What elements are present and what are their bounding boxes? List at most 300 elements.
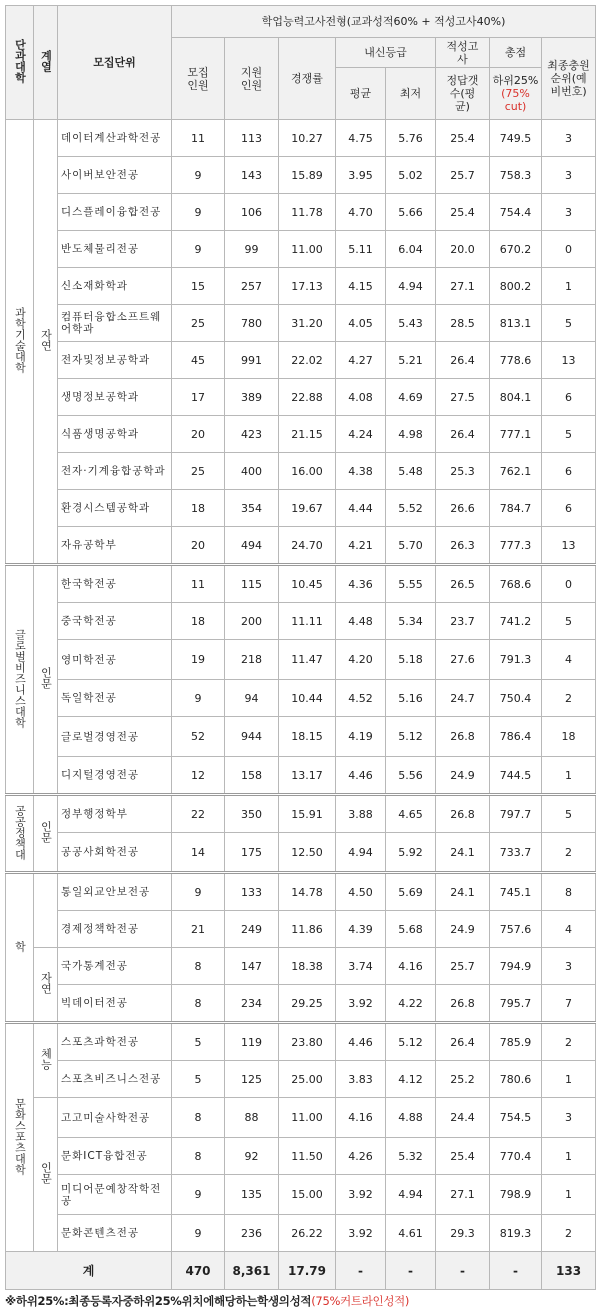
aptitude-cell: 24.9 [436, 911, 490, 948]
quota-cell: 12 [172, 757, 225, 795]
quota-cell: 25 [172, 453, 225, 490]
grade-avg-cell: 4.46 [336, 1023, 386, 1061]
ratio-cell: 15.00 [279, 1175, 336, 1215]
grade-avg-cell: 4.36 [336, 565, 386, 603]
table-row [6, 795, 596, 833]
grade-min-cell: 5.12 [386, 717, 436, 757]
total-grade-avg: - [336, 1252, 386, 1290]
unit-name: 반도체물리전공 [58, 231, 172, 268]
quota-cell: 9 [172, 194, 225, 231]
unit-name: 글로벌경영전공 [58, 717, 172, 757]
ratio-cell: 11.86 [279, 911, 336, 948]
aptitude-cell: 25.4 [436, 1138, 490, 1175]
applicants-cell: 200 [225, 603, 279, 640]
applicants-cell: 218 [225, 640, 279, 680]
score-cell: 757.6 [490, 911, 542, 948]
grade-min-cell: 4.65 [386, 795, 436, 833]
header-unit: 모집단위 [58, 6, 172, 120]
score-cell: 786.4 [490, 717, 542, 757]
grade-avg-cell: 4.08 [336, 379, 386, 416]
final-rank-cell: 3 [542, 948, 596, 985]
applicants-cell: 133 [225, 873, 279, 911]
final-rank-cell: 5 [542, 603, 596, 640]
aptitude-cell: 28.5 [436, 305, 490, 342]
final-rank-cell: 2 [542, 1023, 596, 1061]
grade-min-cell: 5.16 [386, 680, 436, 717]
unit-name: 영미학전공 [58, 640, 172, 680]
grade-avg-cell: 4.15 [336, 268, 386, 305]
quota-cell: 14 [172, 833, 225, 873]
score-cell: 813.1 [490, 305, 542, 342]
header-applicants: 지원인원 [225, 38, 279, 120]
grade-avg-cell: 4.19 [336, 717, 386, 757]
score-cell: 670.2 [490, 231, 542, 268]
grade-min-cell: 5.43 [386, 305, 436, 342]
table-row [6, 603, 596, 640]
ratio-cell: 18.15 [279, 717, 336, 757]
grade-min-cell: 5.68 [386, 911, 436, 948]
unit-name: 스포츠비즈니스전공 [58, 1061, 172, 1098]
table-row [6, 453, 596, 490]
unit-name: 문화콘텐츠전공 [58, 1215, 172, 1252]
table-row [6, 717, 596, 757]
score-cell: 800.2 [490, 268, 542, 305]
ratio-cell: 29.25 [279, 985, 336, 1023]
header-aptitude-group: 적성고사 [436, 38, 490, 68]
unit-name: 컴퓨터융합소프트웨어학과 [58, 305, 172, 342]
applicants-cell: 92 [225, 1138, 279, 1175]
grade-avg-cell: 3.92 [336, 985, 386, 1023]
unit-name: 디스플레이융합전공 [58, 194, 172, 231]
grade-min-cell: 5.70 [386, 527, 436, 565]
grade-avg-cell: 4.50 [336, 873, 386, 911]
score-cell: 745.1 [490, 873, 542, 911]
unit-name: 중국학전공 [58, 603, 172, 640]
ratio-cell: 12.50 [279, 833, 336, 873]
applicants-cell: 175 [225, 833, 279, 873]
header-quota: 모집인원 [172, 38, 225, 120]
aptitude-cell: 25.7 [436, 157, 490, 194]
applicants-cell: 389 [225, 379, 279, 416]
grade-avg-cell: 4.44 [336, 490, 386, 527]
grade-avg-cell: 5.11 [336, 231, 386, 268]
grade-avg-cell: 4.16 [336, 1098, 386, 1138]
aptitude-cell: 27.1 [436, 1175, 490, 1215]
college-cell: 과학기술대학 [6, 120, 34, 565]
applicants-cell: 106 [225, 194, 279, 231]
score-cell: 797.7 [490, 795, 542, 833]
unit-name: 전자및정보공학과 [58, 342, 172, 379]
ratio-cell: 18.38 [279, 948, 336, 985]
aptitude-cell: 27.5 [436, 379, 490, 416]
quota-cell: 9 [172, 231, 225, 268]
table-row [6, 1098, 596, 1138]
aptitude-cell: 27.6 [436, 640, 490, 680]
grade-min-cell: 5.12 [386, 1023, 436, 1061]
applicants-cell: 143 [225, 157, 279, 194]
quota-cell: 45 [172, 342, 225, 379]
score-cell: 784.7 [490, 490, 542, 527]
final-rank-cell: 13 [542, 527, 596, 565]
grade-min-cell: 5.32 [386, 1138, 436, 1175]
header-final-rank: 최종충원순위(예비번호) [542, 38, 596, 120]
table-row [6, 833, 596, 873]
aptitude-cell: 26.8 [436, 795, 490, 833]
ratio-cell: 11.47 [279, 640, 336, 680]
aptitude-cell: 25.4 [436, 120, 490, 157]
applicants-cell: 257 [225, 268, 279, 305]
ratio-cell: 26.22 [279, 1215, 336, 1252]
aptitude-cell: 26.8 [436, 985, 490, 1023]
quota-cell: 8 [172, 948, 225, 985]
grade-min-cell: 5.92 [386, 833, 436, 873]
unit-name: 스포츠과학전공 [58, 1023, 172, 1061]
applicants-cell: 944 [225, 717, 279, 757]
score-cell: 750.4 [490, 680, 542, 717]
ratio-cell: 15.89 [279, 157, 336, 194]
final-rank-cell: 6 [542, 379, 596, 416]
grade-avg-cell: 4.48 [336, 603, 386, 640]
header-exam-group: 학업능력고사전형(교과성적60% + 적성고사40%) [172, 6, 596, 38]
grade-min-cell: 5.34 [386, 603, 436, 640]
aptitude-cell: 25.7 [436, 948, 490, 985]
quota-cell: 9 [172, 1215, 225, 1252]
ratio-cell: 11.50 [279, 1138, 336, 1175]
grade-avg-cell: 3.92 [336, 1215, 386, 1252]
quota-cell: 17 [172, 379, 225, 416]
aptitude-cell: 24.1 [436, 833, 490, 873]
aptitude-cell: 25.3 [436, 453, 490, 490]
grade-min-cell: 4.22 [386, 985, 436, 1023]
table-row [6, 985, 596, 1023]
ratio-cell: 11.00 [279, 1098, 336, 1138]
grade-min-cell: 6.04 [386, 231, 436, 268]
track-cell: 자연 [34, 948, 58, 1023]
score-cell: 762.1 [490, 453, 542, 490]
ratio-cell: 10.27 [279, 120, 336, 157]
ratio-cell: 11.78 [279, 194, 336, 231]
applicants-cell: 991 [225, 342, 279, 379]
applicants-cell: 236 [225, 1215, 279, 1252]
table-row [6, 873, 596, 911]
grade-avg-cell: 4.26 [336, 1138, 386, 1175]
unit-name: 고고미술사학전공 [58, 1098, 172, 1138]
ratio-cell: 13.17 [279, 757, 336, 795]
final-rank-cell: 1 [542, 268, 596, 305]
unit-name: 경제정책학전공 [58, 911, 172, 948]
unit-name: 공공사회학전공 [58, 833, 172, 873]
unit-name: 데이터계산과학전공 [58, 120, 172, 157]
grade-avg-cell: 4.70 [336, 194, 386, 231]
table-row [6, 1023, 596, 1061]
table-footer [6, 1252, 596, 1290]
quota-cell: 9 [172, 873, 225, 911]
unit-name: 전자·기계융합공학과 [58, 453, 172, 490]
grade-min-cell: 5.18 [386, 640, 436, 680]
final-rank-cell: 2 [542, 680, 596, 717]
quota-cell: 8 [172, 985, 225, 1023]
footnote-cutline: (75%커트라인성적) [311, 1294, 410, 1308]
grade-min-cell: 4.88 [386, 1098, 436, 1138]
final-rank-cell: 5 [542, 795, 596, 833]
quota-cell: 18 [172, 603, 225, 640]
ratio-cell: 19.67 [279, 490, 336, 527]
table-row [6, 194, 596, 231]
final-rank-cell: 2 [542, 1215, 596, 1252]
score-cell: 819.3 [490, 1215, 542, 1252]
unit-name: 문화ICT융합전공 [58, 1138, 172, 1175]
applicants-cell: 780 [225, 305, 279, 342]
aptitude-cell: 24.4 [436, 1098, 490, 1138]
table-row [6, 948, 596, 985]
grade-min-cell: 5.52 [386, 490, 436, 527]
ratio-cell: 11.00 [279, 231, 336, 268]
aptitude-cell: 26.4 [436, 342, 490, 379]
aptitude-cell: 23.7 [436, 603, 490, 640]
score-cell: 749.5 [490, 120, 542, 157]
admission-results-document [5, 5, 595, 1309]
table-row [6, 157, 596, 194]
aptitude-cell: 27.1 [436, 268, 490, 305]
ratio-cell: 24.70 [279, 527, 336, 565]
final-rank-cell: 2 [542, 833, 596, 873]
score-cell: 791.3 [490, 640, 542, 680]
applicants-cell: 88 [225, 1098, 279, 1138]
final-rank-cell: 7 [542, 985, 596, 1023]
header-grade-avg: 평균 [336, 68, 386, 120]
unit-name: 한국학전공 [58, 565, 172, 603]
aptitude-cell: 26.3 [436, 527, 490, 565]
track-cell: 인문 [34, 795, 58, 873]
grade-min-cell: 4.12 [386, 1061, 436, 1098]
unit-name: 정부행정학부 [58, 795, 172, 833]
grade-min-cell: 5.69 [386, 873, 436, 911]
table-row [6, 640, 596, 680]
ratio-cell: 15.91 [279, 795, 336, 833]
applicants-cell: 125 [225, 1061, 279, 1098]
quota-cell: 19 [172, 640, 225, 680]
applicants-cell: 249 [225, 911, 279, 948]
track-cell: 인문 [34, 565, 58, 795]
total-grade-min: - [386, 1252, 436, 1290]
grade-avg-cell: 3.83 [336, 1061, 386, 1098]
grade-avg-cell: 4.52 [336, 680, 386, 717]
table-header [6, 6, 596, 120]
admission-results-table [5, 5, 596, 1290]
unit-name: 디지털경영전공 [58, 757, 172, 795]
header-grade-group: 내신등급 [336, 38, 436, 68]
score-cell: 754.4 [490, 194, 542, 231]
aptitude-cell: 25.2 [436, 1061, 490, 1098]
unit-name: 독일학전공 [58, 680, 172, 717]
table-row [6, 527, 596, 565]
grade-avg-cell: 4.27 [336, 342, 386, 379]
applicants-cell: 115 [225, 565, 279, 603]
table-row [6, 1175, 596, 1215]
grade-min-cell: 4.61 [386, 1215, 436, 1252]
grade-avg-cell: 3.95 [336, 157, 386, 194]
college-cell: 문화스포츠대학 [6, 1023, 34, 1252]
table-row [6, 1215, 596, 1252]
quota-cell: 20 [172, 416, 225, 453]
grade-avg-cell: 4.46 [336, 757, 386, 795]
total-quota: 470 [172, 1252, 225, 1290]
table-row [6, 416, 596, 453]
header-score-cut: (75%cut) [501, 87, 530, 113]
track-cell: 인문 [34, 1098, 58, 1252]
applicants-cell: 119 [225, 1023, 279, 1061]
unit-name: 자유공학부 [58, 527, 172, 565]
total-score: - [490, 1252, 542, 1290]
unit-name: 생명정보공학과 [58, 379, 172, 416]
score-cell: 794.9 [490, 948, 542, 985]
applicants-cell: 423 [225, 416, 279, 453]
quota-cell: 11 [172, 120, 225, 157]
table-row [6, 120, 596, 157]
unit-name: 사이버보안전공 [58, 157, 172, 194]
quota-cell: 9 [172, 680, 225, 717]
applicants-cell: 494 [225, 527, 279, 565]
ratio-cell: 23.80 [279, 1023, 336, 1061]
final-rank-cell: 13 [542, 342, 596, 379]
score-cell: 768.6 [490, 565, 542, 603]
final-rank-cell: 0 [542, 231, 596, 268]
quota-cell: 22 [172, 795, 225, 833]
ratio-cell: 10.44 [279, 680, 336, 717]
applicants-cell: 350 [225, 795, 279, 833]
score-cell: 733.7 [490, 833, 542, 873]
unit-name: 빅데이터전공 [58, 985, 172, 1023]
final-rank-cell: 1 [542, 1061, 596, 1098]
college-cell: 글로벌비즈니스대학 [6, 565, 34, 795]
score-cell: 758.3 [490, 157, 542, 194]
final-rank-cell: 5 [542, 305, 596, 342]
grade-avg-cell: 4.20 [336, 640, 386, 680]
unit-name: 미디어문예창작학전공 [58, 1175, 172, 1215]
applicants-cell: 99 [225, 231, 279, 268]
final-rank-cell: 3 [542, 157, 596, 194]
grade-avg-cell: 3.92 [336, 1175, 386, 1215]
ratio-cell: 21.15 [279, 416, 336, 453]
total-applicants: 8,361 [225, 1252, 279, 1290]
score-cell: 777.3 [490, 527, 542, 565]
grade-min-cell: 4.16 [386, 948, 436, 985]
score-cell: 777.1 [490, 416, 542, 453]
ratio-cell: 22.88 [279, 379, 336, 416]
footnote-text: ※하위25%:최종등록자중하위25%위치에해당하는학생의성적 [5, 1294, 312, 1308]
table-row [6, 757, 596, 795]
table-row [6, 490, 596, 527]
grade-min-cell: 4.94 [386, 1175, 436, 1215]
final-rank-cell: 4 [542, 640, 596, 680]
table-row [6, 268, 596, 305]
final-rank-cell: 1 [542, 1138, 596, 1175]
grade-avg-cell: 3.74 [336, 948, 386, 985]
table-row [6, 342, 596, 379]
header-aptitude-count: 정답갯수(평균) [436, 68, 490, 120]
final-rank-cell: 1 [542, 1175, 596, 1215]
applicants-cell: 400 [225, 453, 279, 490]
final-rank-cell: 1 [542, 757, 596, 795]
applicants-cell: 234 [225, 985, 279, 1023]
quota-cell: 9 [172, 1175, 225, 1215]
grade-min-cell: 5.55 [386, 565, 436, 603]
score-cell: 785.9 [490, 1023, 542, 1061]
final-rank-cell: 8 [542, 873, 596, 911]
grade-min-cell: 5.56 [386, 757, 436, 795]
ratio-cell: 25.00 [279, 1061, 336, 1098]
grade-avg-cell: 3.88 [336, 795, 386, 833]
header-college: 단과대학 [6, 6, 34, 120]
table-row [6, 680, 596, 717]
ratio-cell: 17.13 [279, 268, 336, 305]
applicants-cell: 113 [225, 120, 279, 157]
quota-cell: 5 [172, 1061, 225, 1098]
table-body [6, 120, 596, 1252]
quota-cell: 8 [172, 1098, 225, 1138]
final-rank-cell: 6 [542, 453, 596, 490]
unit-name: 신소재화학과 [58, 268, 172, 305]
quota-cell: 52 [172, 717, 225, 757]
final-rank-cell: 6 [542, 490, 596, 527]
header-ratio: 경쟁률 [279, 38, 336, 120]
final-rank-cell: 3 [542, 120, 596, 157]
score-cell: 798.9 [490, 1175, 542, 1215]
ratio-cell: 31.20 [279, 305, 336, 342]
header-score-group: 총점 [490, 38, 542, 68]
college-cell: 공공정책대 [6, 795, 34, 873]
table-row [6, 305, 596, 342]
table-row [6, 911, 596, 948]
grade-min-cell: 5.76 [386, 120, 436, 157]
score-cell: 744.5 [490, 757, 542, 795]
table-row [6, 1061, 596, 1098]
grade-min-cell: 4.98 [386, 416, 436, 453]
quota-cell: 5 [172, 1023, 225, 1061]
score-cell: 795.7 [490, 985, 542, 1023]
quota-cell: 15 [172, 268, 225, 305]
quota-cell: 20 [172, 527, 225, 565]
unit-name: 환경시스템공학과 [58, 490, 172, 527]
grade-min-cell: 4.69 [386, 379, 436, 416]
applicants-cell: 135 [225, 1175, 279, 1215]
unit-name: 통일외교안보전공 [58, 873, 172, 911]
header-grade-min: 최저 [386, 68, 436, 120]
ratio-cell: 11.11 [279, 603, 336, 640]
unit-name: 국가통계전공 [58, 948, 172, 985]
applicants-cell: 158 [225, 757, 279, 795]
final-rank-cell: 18 [542, 717, 596, 757]
final-rank-cell: 5 [542, 416, 596, 453]
aptitude-cell: 26.5 [436, 565, 490, 603]
ratio-cell: 14.78 [279, 873, 336, 911]
final-rank-cell: 3 [542, 1098, 596, 1138]
table-row [6, 1138, 596, 1175]
quota-cell: 18 [172, 490, 225, 527]
aptitude-cell: 26.8 [436, 717, 490, 757]
aptitude-cell: 24.1 [436, 873, 490, 911]
table-row [6, 231, 596, 268]
aptitude-cell: 26.4 [436, 1023, 490, 1061]
quota-cell: 21 [172, 911, 225, 948]
quota-cell: 25 [172, 305, 225, 342]
grade-avg-cell: 4.05 [336, 305, 386, 342]
score-cell: 754.5 [490, 1098, 542, 1138]
college-cell: 학 [6, 873, 34, 1023]
final-rank-cell: 0 [542, 565, 596, 603]
applicants-cell: 147 [225, 948, 279, 985]
applicants-cell: 94 [225, 680, 279, 717]
